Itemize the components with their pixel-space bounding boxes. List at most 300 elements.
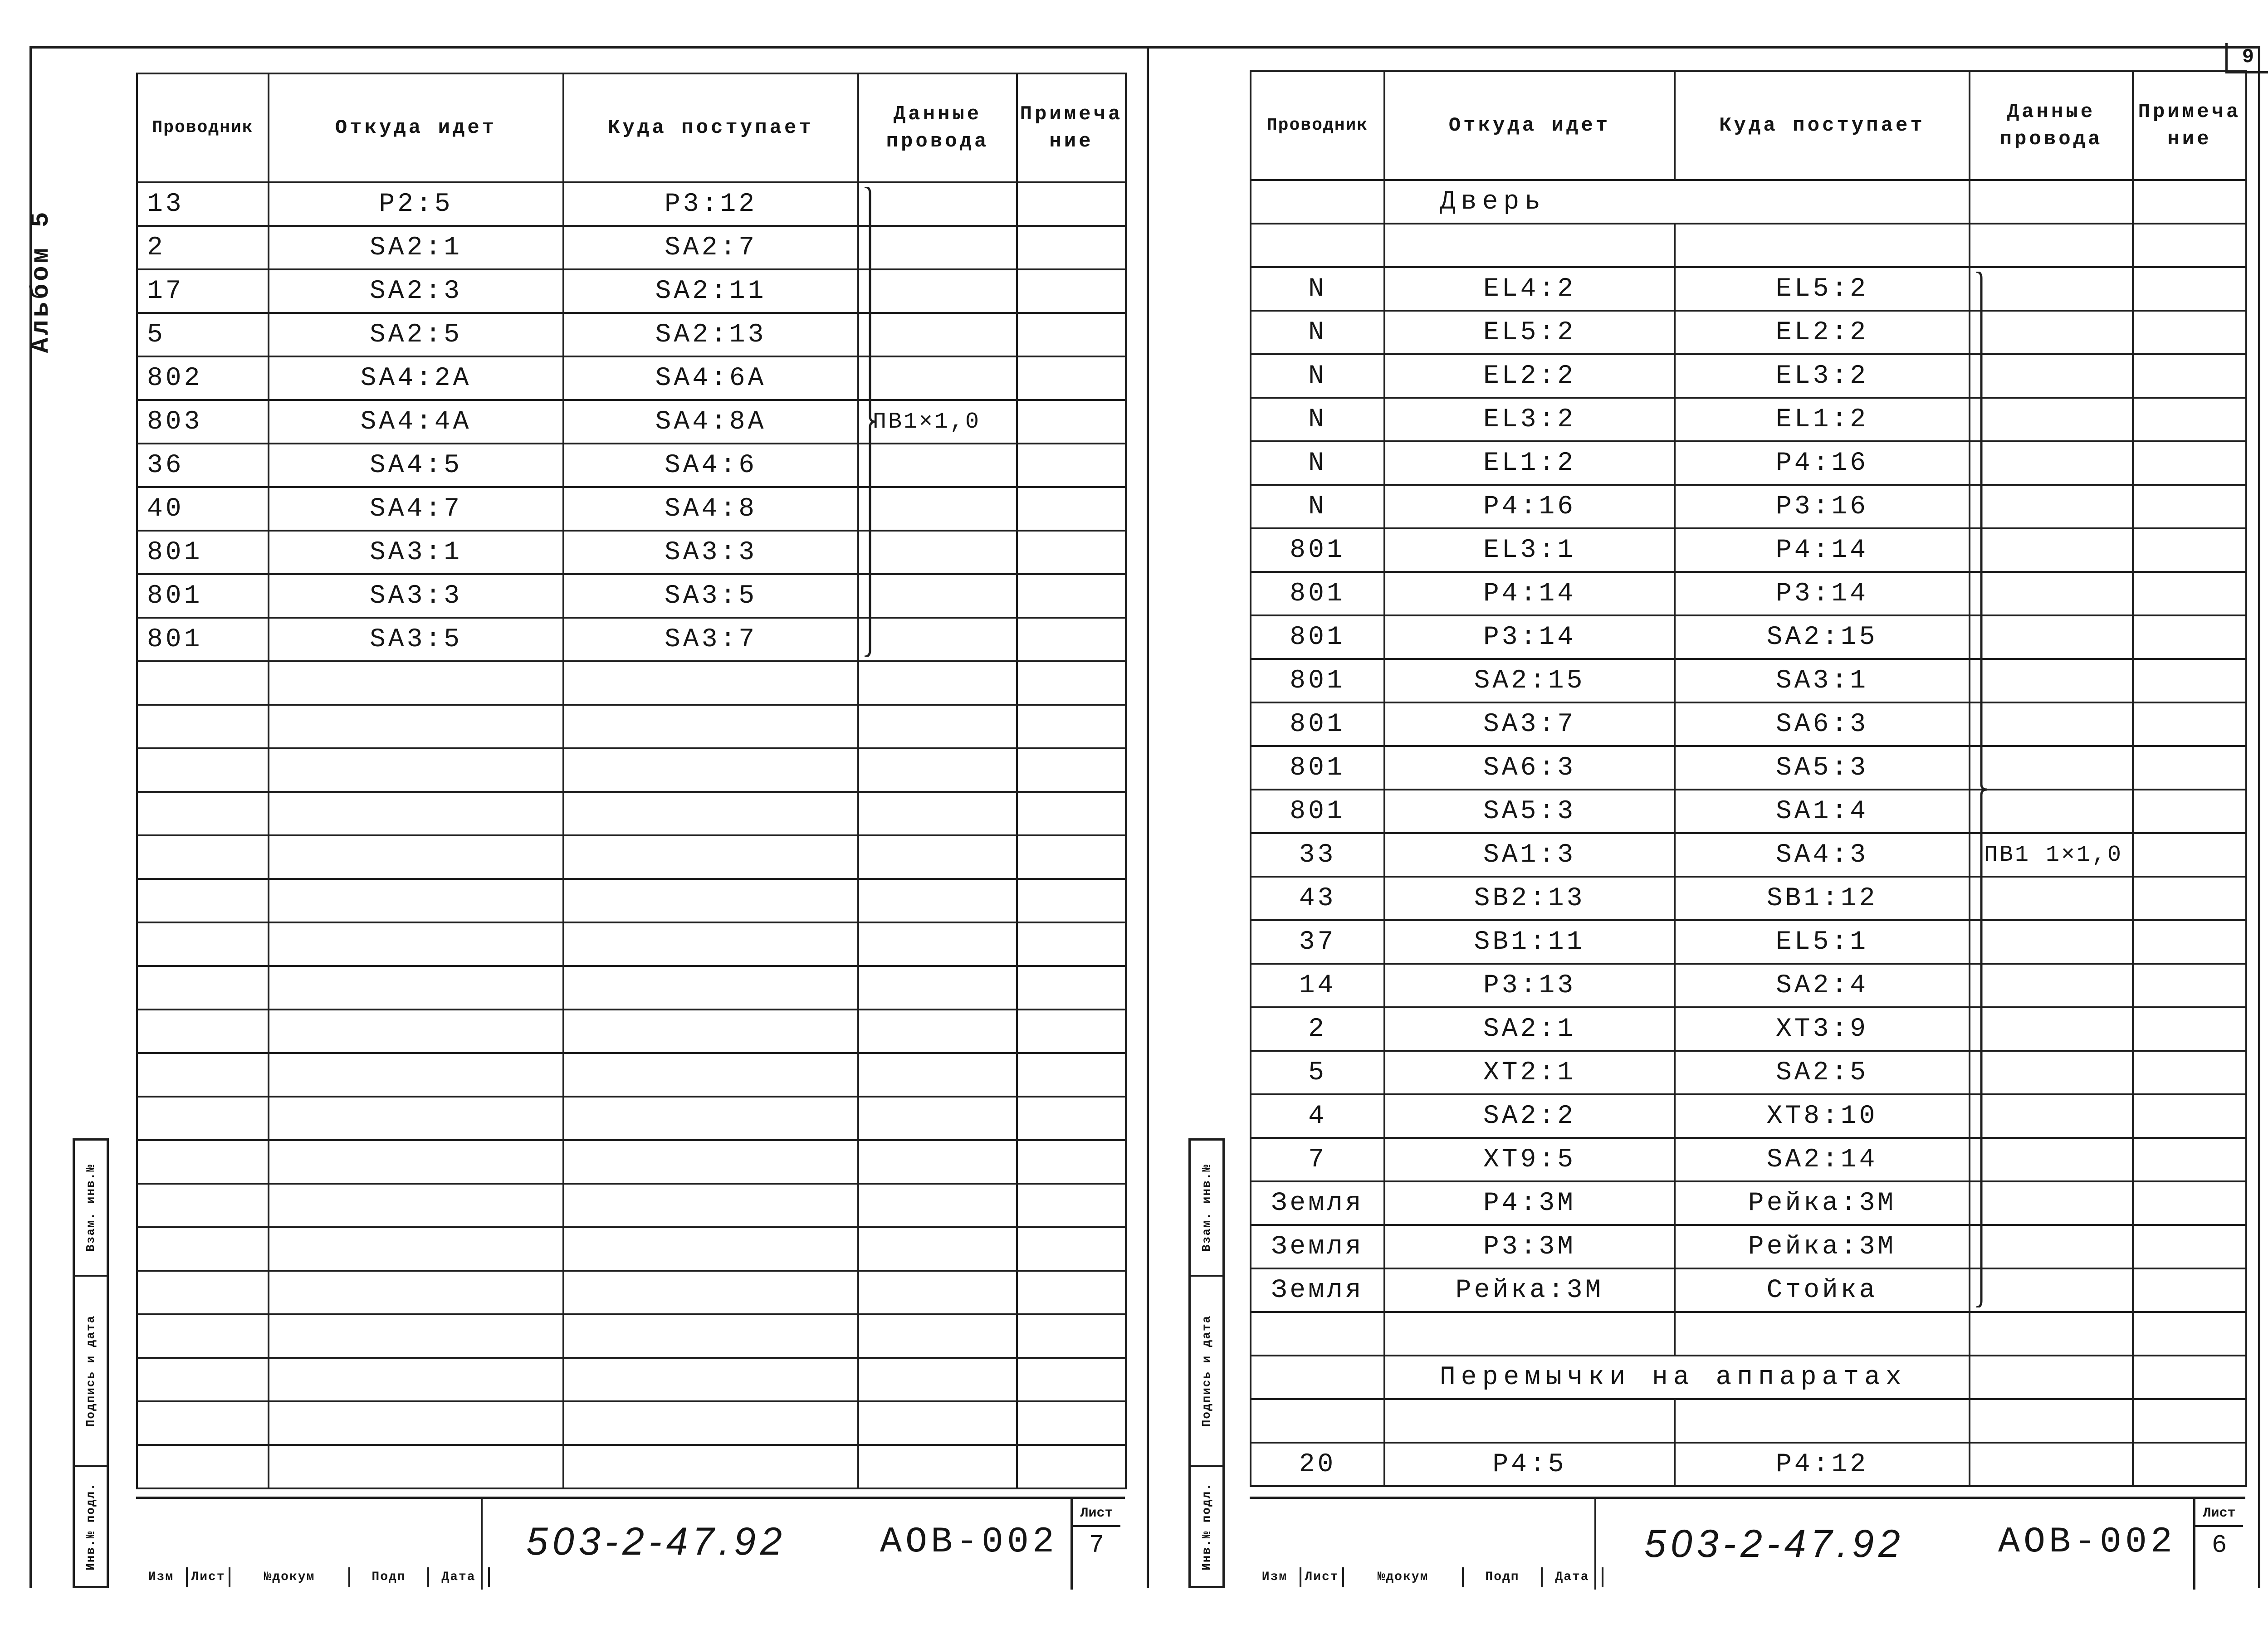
table-row	[1251, 702, 2246, 746]
empty-cell	[563, 1271, 858, 1314]
empty-cell	[269, 1271, 563, 1314]
table-row	[1251, 267, 2246, 311]
wire-id-cell: Земля	[1251, 1268, 1384, 1312]
wire-id-cell: 801	[1251, 659, 1384, 702]
note-cell	[2133, 1094, 2246, 1138]
table-row	[1251, 833, 2246, 877]
to-cell: SA4:6A	[563, 356, 858, 400]
table-row	[137, 531, 1126, 574]
from-cell: Р4:5	[1384, 1443, 1675, 1486]
right-wire-spec: ПВ1 1×1,0	[1984, 842, 2123, 868]
wire-data-cell	[858, 269, 1017, 313]
wire-id-cell: 40	[137, 487, 269, 531]
to-cell: SB1:12	[1675, 877, 1970, 920]
table-row	[137, 313, 1126, 356]
wire-data-cell	[1970, 659, 2133, 702]
to-cell: Р4:16	[1675, 441, 1970, 485]
empty-cell	[858, 966, 1017, 1010]
to-cell: EL5:1	[1675, 920, 1970, 964]
from-cell: SB1:11	[1384, 920, 1675, 964]
note-cell	[2133, 615, 2246, 659]
empty-row	[137, 1227, 1126, 1271]
from-cell: Р2:5	[269, 182, 563, 226]
empty-cell	[269, 1445, 563, 1488]
empty-cell	[137, 922, 269, 966]
wire-id-cell: 801	[137, 618, 269, 661]
to-cell: SA3:3	[563, 531, 858, 574]
wire-data-cell	[1970, 1138, 2133, 1181]
empty-row	[137, 748, 1126, 792]
from-cell: SA3:5	[269, 618, 563, 661]
empty-cell	[858, 1445, 1017, 1488]
note-cell	[2133, 1268, 2246, 1312]
empty-cell	[1970, 1356, 2133, 1399]
empty-cell	[1384, 1399, 1675, 1443]
note-cell	[2133, 659, 2246, 702]
right-sheet-number: 6	[2211, 1531, 2227, 1560]
empty-cell	[1017, 1271, 1126, 1314]
empty-cell	[137, 705, 269, 748]
to-cell: SA2:4	[1675, 964, 1970, 1007]
note-cell	[1017, 487, 1126, 531]
right-brace	[1974, 272, 1992, 1307]
wire-id-cell: 14	[1251, 964, 1384, 1007]
wire-data-cell	[858, 182, 1017, 226]
empty-row	[137, 792, 1126, 835]
wire-data-cell	[1970, 1051, 2133, 1094]
empty-row	[137, 705, 1126, 748]
wire-id-cell: N	[1251, 311, 1384, 354]
wire-data-cell	[1970, 702, 2133, 746]
empty-row	[137, 835, 1126, 879]
empty-row	[137, 661, 1126, 705]
from-cell: SA6:3	[1384, 746, 1675, 790]
empty-cell	[858, 1010, 1017, 1053]
left-title-labels	[136, 1567, 490, 1587]
empty-cell	[858, 1401, 1017, 1445]
table-row	[1251, 1181, 2246, 1225]
to-cell: SA2:5	[1675, 1051, 1970, 1094]
table-row	[1251, 1051, 2246, 1094]
empty-cell	[137, 1227, 269, 1271]
empty-cell	[1675, 224, 1970, 267]
empty-cell	[1017, 661, 1126, 705]
empty-cell	[563, 748, 858, 792]
to-cell: Рейка:3М	[1675, 1225, 1970, 1268]
table-row	[1251, 354, 2246, 398]
wire-data-cell	[1970, 1094, 2133, 1138]
empty-cell	[563, 1227, 858, 1271]
stamp-replacement-cell	[75, 1141, 107, 1277]
empty-cell	[858, 661, 1017, 705]
wire-id-cell: 801	[1251, 790, 1384, 833]
right-title-labels	[1250, 1567, 1603, 1587]
empty-cell	[137, 792, 269, 835]
from-cell: Р3:14	[1384, 615, 1675, 659]
empty-cell	[137, 1401, 269, 1445]
from-cell: Р4:16	[1384, 485, 1675, 528]
empty-cell	[1017, 835, 1126, 879]
table-row	[1251, 528, 2246, 572]
from-cell: Р4:3М	[1384, 1181, 1675, 1225]
note-cell	[2133, 1443, 2246, 1486]
empty-cell	[1017, 1053, 1126, 1097]
empty-cell	[269, 1140, 563, 1184]
empty-cell	[269, 1184, 563, 1227]
wire-data-cell	[1970, 1181, 2133, 1225]
empty-cell	[269, 1053, 563, 1097]
from-cell: EL2:2	[1384, 354, 1675, 398]
note-cell	[2133, 702, 2246, 746]
table-row	[1251, 1007, 2246, 1051]
note-cell	[2133, 572, 2246, 615]
empty-cell	[137, 835, 269, 879]
wire-id-cell: 13	[137, 182, 269, 226]
wire-data-cell	[1970, 398, 2133, 441]
empty-cell	[1251, 180, 1384, 224]
empty-row	[137, 1445, 1126, 1488]
page-number: 9	[2225, 43, 2268, 73]
wire-data-cell	[1970, 833, 2133, 877]
to-cell: Р3:12	[563, 182, 858, 226]
empty-row	[1251, 1399, 2246, 1443]
empty-cell	[563, 1358, 858, 1401]
empty-cell	[269, 748, 563, 792]
empty-cell	[563, 1445, 858, 1488]
empty-cell	[1017, 879, 1126, 922]
wire-data-cell	[1970, 964, 2133, 1007]
note-cell	[2133, 1051, 2246, 1094]
empty-cell	[563, 1184, 858, 1227]
to-cell: EL2:2	[1675, 311, 1970, 354]
note-cell	[2133, 746, 2246, 790]
empty-row	[137, 1314, 1126, 1358]
right-wire-table	[1250, 70, 2247, 1487]
from-cell: SB2:13	[1384, 877, 1675, 920]
from-cell: SA2:2	[1384, 1094, 1675, 1138]
header-note-right: Примечание	[2133, 71, 2246, 180]
empty-row	[1251, 1312, 2246, 1356]
empty-cell	[269, 966, 563, 1010]
empty-cell	[858, 835, 1017, 879]
to-cell: SA5:3	[1675, 746, 1970, 790]
empty-cell	[563, 1053, 858, 1097]
wire-data-cell	[1970, 1007, 2133, 1051]
empty-cell	[1251, 224, 1384, 267]
to-cell: Р4:14	[1675, 528, 1970, 572]
empty-cell	[563, 922, 858, 966]
wire-id-cell: 5	[137, 313, 269, 356]
stamp-inventory-cell	[75, 1467, 107, 1586]
empty-cell	[269, 922, 563, 966]
empty-cell	[137, 1358, 269, 1401]
wire-data-cell	[1970, 311, 2133, 354]
empty-row	[1251, 224, 2246, 267]
from-cell: EL3:1	[1384, 528, 1675, 572]
from-cell: EL5:2	[1384, 311, 1675, 354]
header-data: Данные провода	[858, 73, 1017, 182]
empty-cell	[137, 1314, 269, 1358]
from-cell: SA3:3	[269, 574, 563, 618]
tb-label-sign: Подп	[350, 1567, 429, 1587]
left-sheet-box	[1070, 1499, 1120, 1590]
right-sheet-box	[2193, 1499, 2243, 1590]
tb-label-change-right: Изм	[1250, 1567, 1301, 1587]
note-cell	[1017, 618, 1126, 661]
wire-id-cell: 801	[1251, 746, 1384, 790]
wire-id-cell: 801	[1251, 615, 1384, 659]
empty-cell	[137, 879, 269, 922]
header-note: Примечание	[1017, 73, 1126, 182]
empty-cell	[1017, 1140, 1126, 1184]
empty-cell	[858, 879, 1017, 922]
empty-cell	[137, 661, 269, 705]
from-cell: SA4:5	[269, 444, 563, 487]
wire-id-cell: Земля	[1251, 1181, 1384, 1225]
to-cell: SA4:3	[1675, 833, 1970, 877]
empty-row	[137, 1140, 1126, 1184]
empty-cell	[269, 1097, 563, 1140]
wire-data-cell	[1970, 790, 2133, 833]
from-cell: Р4:14	[1384, 572, 1675, 615]
empty-cell	[1970, 1399, 2133, 1443]
empty-cell	[2133, 180, 2246, 224]
empty-cell	[858, 922, 1017, 966]
table-row	[1251, 572, 2246, 615]
table-row	[1251, 746, 2246, 790]
empty-cell	[269, 1358, 563, 1401]
table-row	[1251, 485, 2246, 528]
empty-cell	[1970, 180, 2133, 224]
wire-id-cell: 801	[1251, 572, 1384, 615]
table-row	[137, 487, 1126, 531]
section-door-row	[1251, 180, 2246, 224]
header-to: Куда поступает	[563, 73, 858, 182]
empty-cell	[563, 1140, 858, 1184]
table-row	[137, 269, 1126, 313]
from-cell: EL3:2	[1384, 398, 1675, 441]
from-cell: SA2:1	[1384, 1007, 1675, 1051]
empty-cell	[1675, 1312, 1970, 1356]
empty-cell	[1251, 1312, 1384, 1356]
table-row	[1251, 790, 2246, 833]
table-row	[1251, 1138, 2246, 1181]
empty-row	[137, 1271, 1126, 1314]
table-row	[137, 574, 1126, 618]
wire-id-cell: 801	[137, 531, 269, 574]
stamp-replacement-label: Взам. инв.№	[84, 1164, 98, 1252]
empty-cell	[269, 1010, 563, 1053]
to-cell: SA4:8	[563, 487, 858, 531]
tb-label-docnum-right: №докум	[1344, 1567, 1464, 1587]
to-cell: SA2:15	[1675, 615, 1970, 659]
stamp-inventory-cell-right	[1191, 1467, 1222, 1586]
table-row	[137, 182, 1126, 226]
empty-cell	[563, 966, 858, 1010]
wire-data-cell	[1970, 528, 2133, 572]
empty-cell	[1017, 1097, 1126, 1140]
empty-row	[137, 1358, 1126, 1401]
note-cell	[2133, 485, 2246, 528]
stamp-replacement-cell-right	[1191, 1141, 1222, 1277]
empty-cell	[137, 1184, 269, 1227]
from-cell: SA4:7	[269, 487, 563, 531]
note-cell	[1017, 226, 1126, 269]
empty-cell	[269, 879, 563, 922]
from-cell: SA1:3	[1384, 833, 1675, 877]
wire-data-cell	[858, 574, 1017, 618]
empty-cell	[137, 966, 269, 1010]
header-from-right: Откуда идет	[1384, 71, 1675, 180]
wire-data-cell	[1970, 572, 2133, 615]
wire-data-cell	[858, 487, 1017, 531]
empty-cell	[137, 1097, 269, 1140]
table-row	[137, 226, 1126, 269]
wire-data-cell	[858, 618, 1017, 661]
wire-data-cell	[1970, 615, 2133, 659]
wire-id-cell: 801	[1251, 528, 1384, 572]
wire-data-cell	[1970, 485, 2133, 528]
note-cell	[2133, 1225, 2246, 1268]
from-cell: SA5:3	[1384, 790, 1675, 833]
wire-id-cell: 801	[1251, 702, 1384, 746]
left-title-block	[136, 1497, 1125, 1587]
table-row	[137, 356, 1126, 400]
note-cell	[2133, 1138, 2246, 1181]
empty-cell	[1017, 705, 1126, 748]
note-cell	[2133, 920, 2246, 964]
from-cell: Рейка:3М	[1384, 1268, 1675, 1312]
stamp-signature-cell-right	[1191, 1277, 1222, 1467]
right-title-block	[1250, 1497, 2245, 1587]
empty-cell	[563, 835, 858, 879]
empty-cell	[1970, 224, 2133, 267]
wire-id-cell: Земля	[1251, 1225, 1384, 1268]
to-cell: SA2:11	[563, 269, 858, 313]
note-cell	[2133, 398, 2246, 441]
header-from: Откуда идет	[269, 73, 563, 182]
empty-cell	[269, 1401, 563, 1445]
wire-data-cell	[1970, 1268, 2133, 1312]
tb-label-sign-right: Подп	[1464, 1567, 1543, 1587]
section-jumpers-row	[1251, 1356, 2246, 1399]
stamp-signature-label: Подпись и дата	[84, 1315, 98, 1427]
note-cell	[2133, 1007, 2246, 1051]
empty-cell	[269, 705, 563, 748]
table-row	[137, 444, 1126, 487]
wire-id-cell: 17	[137, 269, 269, 313]
note-cell	[2133, 267, 2246, 311]
note-cell	[2133, 311, 2246, 354]
from-cell: SA3:7	[1384, 702, 1675, 746]
empty-row	[137, 1401, 1126, 1445]
empty-cell	[858, 1140, 1017, 1184]
from-cell: SA4:4A	[269, 400, 563, 444]
album-label: Альбом 5	[26, 209, 55, 353]
note-cell	[2133, 877, 2246, 920]
right-doc-sheet: АОВ-002	[1998, 1522, 2176, 1563]
tb-label-sheet-right: Лист	[1301, 1567, 1344, 1587]
wire-data-cell	[858, 356, 1017, 400]
empty-cell	[269, 792, 563, 835]
from-cell: SA2:5	[269, 313, 563, 356]
section-jumpers: Перемычки на аппаратах	[1384, 1356, 1970, 1399]
wire-data-cell	[1970, 267, 2133, 311]
stamp-replacement-label-right: Взам. инв.№	[1200, 1164, 1213, 1252]
wire-data-cell	[1970, 920, 2133, 964]
empty-cell	[1970, 1312, 2133, 1356]
note-cell	[2133, 1181, 2246, 1225]
wire-id-cell: 802	[137, 356, 269, 400]
empty-row	[137, 1184, 1126, 1227]
note-cell	[2133, 528, 2246, 572]
right-sheet-box-label: Лист	[2195, 1502, 2243, 1527]
from-cell: SA3:1	[269, 531, 563, 574]
to-cell: SA2:13	[563, 313, 858, 356]
from-cell: SA2:15	[1384, 659, 1675, 702]
empty-cell	[137, 1140, 269, 1184]
header-data-right: Данные провода	[1970, 71, 2133, 180]
empty-cell	[1251, 1399, 1384, 1443]
tb-label-sheet: Лист	[188, 1567, 230, 1587]
to-cell: Р3:16	[1675, 485, 1970, 528]
wire-id-cell: 33	[1251, 833, 1384, 877]
note-cell	[2133, 790, 2246, 833]
table-row	[1251, 441, 2246, 485]
empty-cell	[1017, 1445, 1126, 1488]
empty-row	[137, 879, 1126, 922]
to-cell: XT8:10	[1675, 1094, 1970, 1138]
to-cell: SA2:7	[563, 226, 858, 269]
from-cell: Р3:13	[1384, 964, 1675, 1007]
empty-cell	[563, 879, 858, 922]
table-row	[1251, 1225, 2246, 1268]
wire-id-cell: 5	[1251, 1051, 1384, 1094]
empty-cell	[858, 1358, 1017, 1401]
left-sheet-box-label: Лист	[1073, 1502, 1120, 1527]
note-cell	[1017, 574, 1126, 618]
stamp-inventory-label-right: Инв.№ подл.	[1200, 1483, 1213, 1571]
empty-cell	[137, 1445, 269, 1488]
right-side-stamp	[1188, 1138, 1225, 1588]
from-cell: EL4:2	[1384, 267, 1675, 311]
empty-cell	[858, 1184, 1017, 1227]
empty-cell	[563, 661, 858, 705]
wire-data-cell	[1970, 441, 2133, 485]
table-row	[1251, 877, 2246, 920]
to-cell: SA3:1	[1675, 659, 1970, 702]
from-cell: SA4:2A	[269, 356, 563, 400]
wire-data-cell	[1970, 1443, 2133, 1486]
empty-cell	[1017, 792, 1126, 835]
left-side-stamp	[73, 1138, 109, 1588]
empty-cell	[1384, 1312, 1675, 1356]
stamp-signature-label-right: Подпись и дата	[1200, 1315, 1213, 1427]
empty-cell	[563, 705, 858, 748]
table-row	[1251, 398, 2246, 441]
empty-cell	[269, 661, 563, 705]
empty-cell	[858, 792, 1017, 835]
header-to-right: Куда поступает	[1675, 71, 1970, 180]
stamp-signature-cell	[75, 1277, 107, 1467]
wire-id-cell: 43	[1251, 877, 1384, 920]
table-row	[1251, 659, 2246, 702]
empty-cell	[137, 1271, 269, 1314]
empty-cell	[1017, 922, 1126, 966]
empty-cell	[858, 1053, 1017, 1097]
wire-id-cell: 801	[137, 574, 269, 618]
table-row	[1251, 1268, 2246, 1312]
